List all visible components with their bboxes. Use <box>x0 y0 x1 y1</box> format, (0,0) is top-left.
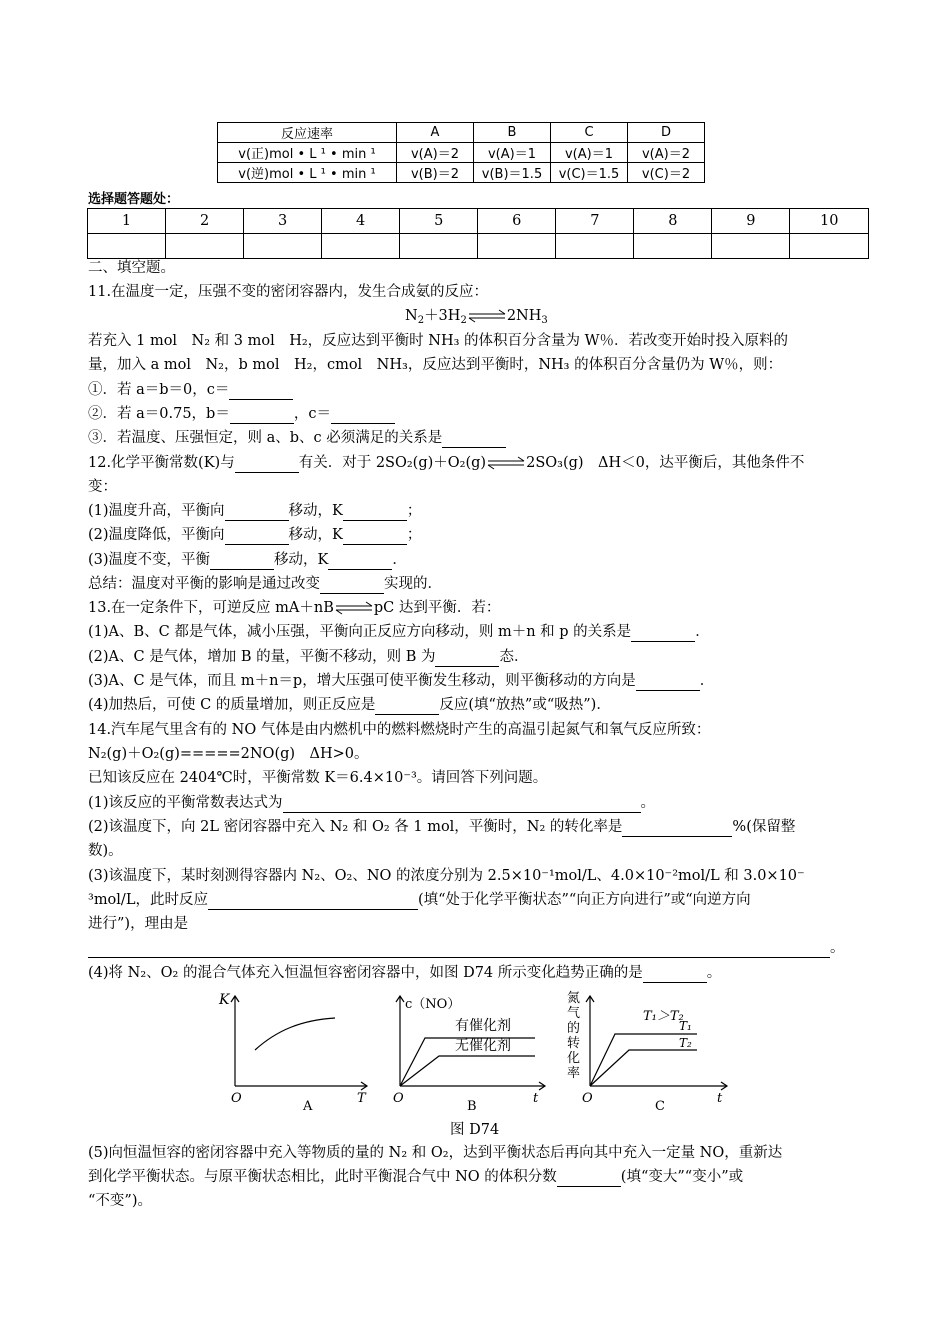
rate-cell: v(A)＝2 <box>628 143 705 163</box>
answer-blank[interactable] <box>225 505 289 521</box>
answer-number: 4 <box>322 209 400 234</box>
answer-blank[interactable] <box>208 894 418 910</box>
rate-table-header <box>218 123 705 143</box>
q14-known: 已知该反应在 2404℃时，平衡常数 K＝6.4×10⁻³。请回答下列问题。 <box>88 770 548 786</box>
answer-blank[interactable] <box>229 384 293 400</box>
figure-caption: 图 D74 <box>450 1122 500 1138</box>
answer-blank[interactable] <box>557 1171 621 1187</box>
q11-stem: 11.在温度一定，压强不变的密闭容器内，发生合成氨的反应： <box>88 284 489 300</box>
q11-sub3: ③．若温度、压强恒定，则 a、b、c 必须满足的关系是 <box>88 428 506 448</box>
answer-cell[interactable] <box>790 234 869 259</box>
q13-p4: (4)加热后，可使 C 的质量增加，则正反应是 反应(填“放热”或“吸热”)． <box>88 697 611 713</box>
q14-p1: (1)该反应的平衡常数表达式为 。 <box>88 795 656 811</box>
answer-blank[interactable] <box>636 675 700 691</box>
q11-sub2: ②．若 a＝0.75，b＝ ，c＝ <box>88 404 395 424</box>
q11-line1: 若充入 1 mol N₂ 和 3 mol H₂，反应达到平衡时 NH₃ 的体积百分含量为 W％．若改变开始时投入原料的 <box>88 333 789 349</box>
answer-number: 6 <box>478 209 556 234</box>
q14-p3-cont: ³mol/L，此时反应 (填“处于化学平衡状态”“向正方向进行”或“向逆方向 <box>88 892 751 908</box>
rate-cell: v(B)＝2 <box>397 163 474 183</box>
rate-cell: v(A)＝1 <box>474 143 551 163</box>
equilibrium-arrow-icon <box>467 309 507 323</box>
answer-cell[interactable] <box>400 234 478 259</box>
graph-name: B <box>467 1099 477 1114</box>
axis-label-t: t <box>533 1091 539 1106</box>
rate-cell: v(B)＝1.5 <box>474 163 551 183</box>
q14-p5-end: “不变”)。 <box>88 1193 152 1209</box>
answer-number-row <box>88 209 869 234</box>
rate-table-row <box>218 143 705 163</box>
section-heading: 二、填空题。 <box>88 260 175 276</box>
rate-cell: v(A)＝2 <box>397 143 474 163</box>
answer-cell[interactable] <box>712 234 790 259</box>
series-label: 无催化剂 <box>455 1038 511 1054</box>
q12-p3: (3)温度不变，平衡 移动，K ． <box>88 552 407 568</box>
answer-number: 2 <box>166 209 244 234</box>
answer-blank[interactable] <box>283 797 641 813</box>
graph-a <box>218 992 367 1114</box>
rate-header-cell: 反应速率 <box>218 123 397 143</box>
q14-p3-reason: 进行”)，理由是 <box>88 916 189 932</box>
rate-cell: v(正)mol • L ¹ • min ¹ <box>218 143 397 163</box>
origin-label: O <box>393 1091 404 1106</box>
answer-number: 3 <box>244 209 322 234</box>
answer-cell[interactable] <box>478 234 556 259</box>
answer-cell[interactable] <box>634 234 712 259</box>
q14-p5: (5)向恒温恒容的密闭容器中充入等物质的量的 N₂ 和 O₂，达到平衡状态后再向其中充入一定量 NO，重新达 <box>88 1145 783 1161</box>
graph-name: C <box>655 1099 665 1114</box>
t2-line <box>590 1050 697 1086</box>
q13-p2: (2)A、C 是气体，增加 B 的量，平衡不移动，则 B 为 态． <box>88 649 529 665</box>
answer-blank[interactable] <box>442 432 506 448</box>
q11-equation: $N_2+3H_2$ $2NH_3$ <box>405 308 548 326</box>
k-curve <box>255 1018 335 1050</box>
answer-label: 选择题答题处： <box>88 192 180 207</box>
no-catalyst-line <box>400 1056 535 1086</box>
series-label: T₁ <box>679 1019 692 1033</box>
axis-label-t: T <box>357 1091 366 1106</box>
answer-blank[interactable] <box>343 505 407 521</box>
series-label: 有催化剂 <box>455 1018 511 1034</box>
axis-label-t: t <box>717 1091 723 1106</box>
equilibrium-arrow-icon <box>334 601 374 615</box>
q11-line2: 量，加入 a mol N₂，b mol H₂，cmol NH₃，反应达到平衡时，NH₃ 的体积百分含量仍为 W％，则： <box>88 357 783 373</box>
q11-sub1: ①．若 a＝b＝0，c＝ <box>88 380 293 400</box>
q14-p2-cont: 数)。 <box>88 843 123 859</box>
answer-cell[interactable] <box>322 234 400 259</box>
origin-label: O <box>231 1091 242 1106</box>
q14-p4: (4)将 N₂、O₂ 的混合气体充入恒温恒容密闭容器中，如图 D74 所示变化趋势正确的是 。 <box>88 965 722 981</box>
answer-blank[interactable] <box>230 408 294 424</box>
rate-cell: v(C)＝2 <box>628 163 705 183</box>
rate-table <box>217 122 705 183</box>
q14-p2: (2)该温度下，向 2L 密闭容器中充入 N₂ 和 O₂ 各 1 mol，平衡时，N₂ 的转化率是 %(保留整 <box>88 819 796 835</box>
answer-blank[interactable] <box>643 967 707 983</box>
axis-label-k: K <box>219 992 230 1008</box>
answer-number: 9 <box>712 209 790 234</box>
series-label: T₂ <box>679 1036 692 1050</box>
answer-table <box>87 208 869 259</box>
answer-blank[interactable] <box>88 942 830 958</box>
answer-blank[interactable] <box>375 699 439 715</box>
answer-blank[interactable] <box>331 408 395 424</box>
answer-blank[interactable] <box>343 529 407 545</box>
q14-p5-cont: 到化学平衡状态。与原平衡状态相比，此时平衡混合气中 NO 的体积分数 (填“变大”“变小”或 <box>88 1169 744 1185</box>
origin-label: O <box>582 1091 593 1106</box>
graph-name: A <box>303 1099 313 1114</box>
answer-number: 7 <box>556 209 634 234</box>
answer-number: 8 <box>634 209 712 234</box>
answer-blank[interactable] <box>320 578 384 594</box>
q13-p1: (1)A、B、C 都是气体，减小压强，平衡向正反应方向移动，则 m＋n 和 p 的关系是 ． <box>88 624 710 640</box>
rate-table-row <box>218 163 705 183</box>
rate-header-cell: C <box>551 123 628 143</box>
answer-blank[interactable] <box>631 626 695 642</box>
answer-cell[interactable] <box>166 234 244 259</box>
answer-cell[interactable] <box>244 234 322 259</box>
q14-p3: (3)该温度下，某时刻测得容器内 N₂、O₂、NO 的浓度分别为 2.5×10⁻¹mol/L、4.0×10⁻²mol/L 和 3.0×10⁻ <box>88 868 805 884</box>
rate-cell: v(逆)mol • L ¹ • min ¹ <box>218 163 397 183</box>
rate-cell: v(A)＝1 <box>551 143 628 163</box>
answer-cell[interactable] <box>88 234 166 259</box>
answer-blank[interactable] <box>435 651 499 667</box>
q14-p3-reason-line: 。 <box>88 938 845 958</box>
axis-label-cno: c（NO） <box>405 997 461 1012</box>
q13-p3: (3)A、C 是气体，而且 m＋n＝p，增大压强可使平衡发生移动，则平衡移动的方向是 ． <box>88 673 715 689</box>
figure-d74 <box>217 990 737 1116</box>
rate-cell: v(C)＝1.5 <box>551 163 628 183</box>
q12-stem: 12.化学平衡常数(K)与 有关．对于 2SO₂(g)＋O₂(g) 2SO₃(g) ΔH＜0，达平衡后，其他条件不 <box>88 455 805 471</box>
q12-p1: (1)温度升高，平衡向 移动，K ； <box>88 503 422 519</box>
condition-label: T₁＞T₂ <box>643 1009 684 1024</box>
answer-number: 10 <box>790 209 869 234</box>
rate-header-cell: D <box>628 123 705 143</box>
axis-label-conversion: 氮气的转化率 <box>567 991 581 1081</box>
answer-blank[interactable] <box>225 529 289 545</box>
answer-number: 1 <box>88 209 166 234</box>
answer-number: 5 <box>400 209 478 234</box>
q12-summary: 总结：温度对平衡的影响是通过改变 实现的． <box>88 576 442 592</box>
answer-blank[interactable] <box>210 554 274 570</box>
answer-blank[interactable] <box>235 457 299 473</box>
equilibrium-arrow-icon <box>486 456 526 470</box>
rate-header-cell: B <box>474 123 551 143</box>
graph-c <box>567 991 727 1114</box>
q14-equation: N₂(g)＋O₂(g)=====2NO(g) ΔH>0。 <box>88 746 369 762</box>
q12-stem-cont: 变： <box>88 479 117 495</box>
answer-blank[interactable] <box>328 554 392 570</box>
answer-cell[interactable] <box>556 234 634 259</box>
rate-header-cell: A <box>397 123 474 143</box>
q12-p2: (2)温度降低，平衡向 移动，K ； <box>88 527 422 543</box>
q13-stem: 13.在一定条件下，可逆反应 mA＋nB pC 达到平衡．若： <box>88 600 501 616</box>
graph-b <box>393 996 545 1114</box>
q14-stem: 14.汽车尾气里含有的 NO 气体是由内燃机中的燃料燃烧时产生的高温引起氮气和氧气反应所致： <box>88 722 711 738</box>
answer-blank[interactable] <box>622 821 732 837</box>
answer-blank-row <box>88 234 869 259</box>
